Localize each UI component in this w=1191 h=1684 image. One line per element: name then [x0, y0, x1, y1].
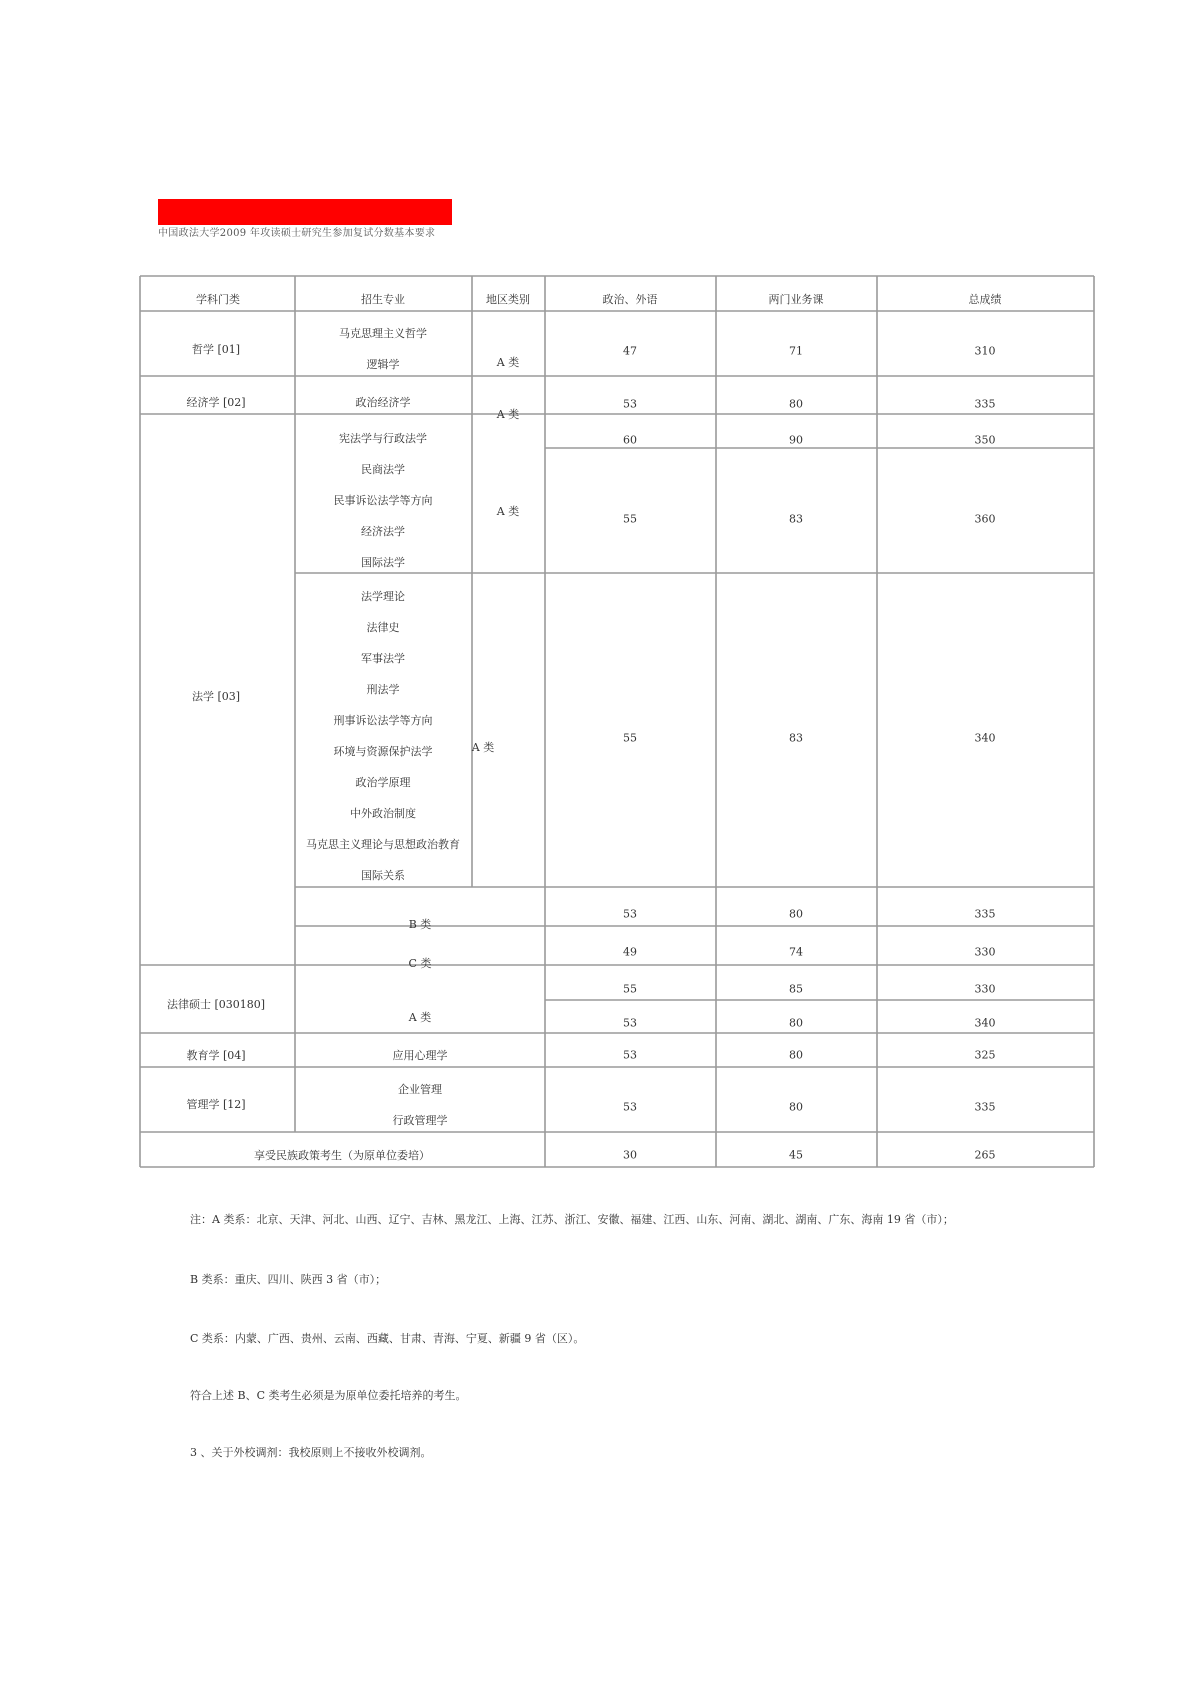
score-total: 265: [974, 1148, 996, 1162]
score-courses: 80: [789, 1100, 803, 1114]
major-item: 刑法学: [366, 683, 400, 696]
region-label: A 类: [471, 741, 495, 754]
score-courses: 83: [789, 512, 803, 526]
major-item: 国际法学: [361, 556, 405, 569]
header-politics-foreign: 政治、外语: [602, 293, 658, 306]
major-item: 民商法学: [361, 463, 405, 476]
header-total: 总成绩: [968, 293, 1002, 306]
note-requirement: 符合上述 B、C 类考生必须是为原单位委托培养的考生。: [190, 1389, 467, 1402]
score-politics: 53: [623, 1048, 637, 1062]
major-item: 马克思理主义哲学: [339, 327, 427, 340]
major-item: 应用心理学: [392, 1049, 448, 1062]
note-c-class: C 类系：内蒙、广西、贵州、云南、西藏、甘肃、青海、宁夏、新疆 9 省（区）。: [190, 1332, 585, 1345]
score-total: 325: [974, 1048, 996, 1062]
major-item: 刑事诉讼法学等方向: [333, 714, 433, 727]
region-label: A 类: [408, 1011, 432, 1024]
score-politics: 55: [623, 982, 637, 996]
major-item: 军事法学: [361, 652, 405, 665]
header-region: 地区类别: [486, 293, 530, 306]
major-item: 法学理论: [361, 590, 405, 603]
category-philosophy: 哲学 [01]: [191, 343, 241, 356]
minority-label: 享受民族政策考生（为原单位委培）: [254, 1149, 430, 1162]
region-label: A 类: [496, 408, 520, 421]
header-two-courses: 两门业务课: [768, 293, 824, 306]
score-courses: 80: [789, 1016, 803, 1030]
score-politics: 60: [623, 433, 637, 447]
score-politics: 53: [623, 907, 637, 921]
score-courses: 45: [789, 1148, 803, 1162]
score-courses: 80: [789, 397, 803, 411]
page-title: 中国政法大学2009 年攻读硕士研究生参加复试分数基本要求: [158, 228, 436, 239]
score-politics: 53: [623, 397, 637, 411]
score-total: 350: [974, 433, 996, 447]
score-courses: 74: [789, 945, 803, 959]
category-management: 管理学 [12]: [186, 1098, 246, 1111]
category-economics: 经济学 [02]: [186, 396, 246, 409]
header-major: 招生专业: [361, 293, 405, 306]
score-total: 310: [974, 344, 996, 358]
major-item: 宪法学与行政法学: [339, 432, 427, 445]
score-courses: 71: [789, 344, 803, 358]
major-item: 逻辑学: [366, 358, 400, 371]
major-item: 经济法学: [361, 525, 405, 538]
score-politics: 53: [623, 1100, 637, 1114]
score-politics: 49: [623, 945, 637, 959]
major-item: 企业管理: [398, 1083, 442, 1096]
major-item: 环境与资源保护法学: [333, 745, 433, 758]
score-total: 335: [974, 1100, 996, 1114]
score-total: 340: [974, 731, 996, 745]
category-law: 法学 [03]: [191, 690, 241, 703]
score-politics: 30: [623, 1148, 637, 1162]
score-total: 340: [974, 1016, 996, 1030]
region-label: A 类: [496, 505, 520, 518]
score-courses: 85: [789, 982, 803, 996]
score-politics: 55: [623, 512, 637, 526]
score-total: 335: [974, 397, 996, 411]
major-item: 政治学原理: [355, 776, 411, 789]
score-total: 360: [974, 512, 996, 526]
note-b-class: B 类系：重庆、四川、陕西 3 省（市）；: [190, 1273, 387, 1286]
major-item: 民事诉讼法学等方向: [333, 494, 433, 507]
score-politics: 47: [623, 344, 637, 358]
header-category: 学科门类: [196, 293, 240, 306]
note-a-class: 注：A 类系：北京、天津、河北、山西、辽宁、吉林、黑龙江、上海、江苏、浙江、安徽、福建、江西、山东、河南、湖北、湖南、广东、海南 19 省（市）；: [190, 1213, 954, 1226]
major-item: 国际关系: [361, 869, 405, 882]
region-label: C 类: [408, 957, 432, 970]
note-transfer: 3 、关于外校调剂：我校原则上不接收外校调剂。: [190, 1446, 432, 1459]
region-label: A 类: [496, 356, 520, 369]
score-courses: 80: [789, 907, 803, 921]
major-item: 马克思主义理论与思想政治教育: [306, 838, 460, 851]
score-courses: 80: [789, 1048, 803, 1062]
category-juris-master: 法律硕士 [030180]: [166, 998, 266, 1011]
region-label: B 类: [408, 918, 432, 931]
major-item: 政治经济学: [355, 396, 411, 409]
major-item: 法律史: [366, 621, 400, 634]
score-politics: 55: [623, 731, 637, 745]
major-item: 行政管理学: [392, 1114, 448, 1127]
score-total: 335: [974, 907, 996, 921]
score-courses: 90: [789, 433, 803, 447]
major-item: 中外政治制度: [350, 807, 416, 820]
score-total: 330: [974, 982, 996, 996]
score-courses: 83: [789, 731, 803, 745]
score-total: 330: [974, 945, 996, 959]
category-education: 教育学 [04]: [186, 1049, 246, 1062]
score-politics: 53: [623, 1016, 637, 1030]
